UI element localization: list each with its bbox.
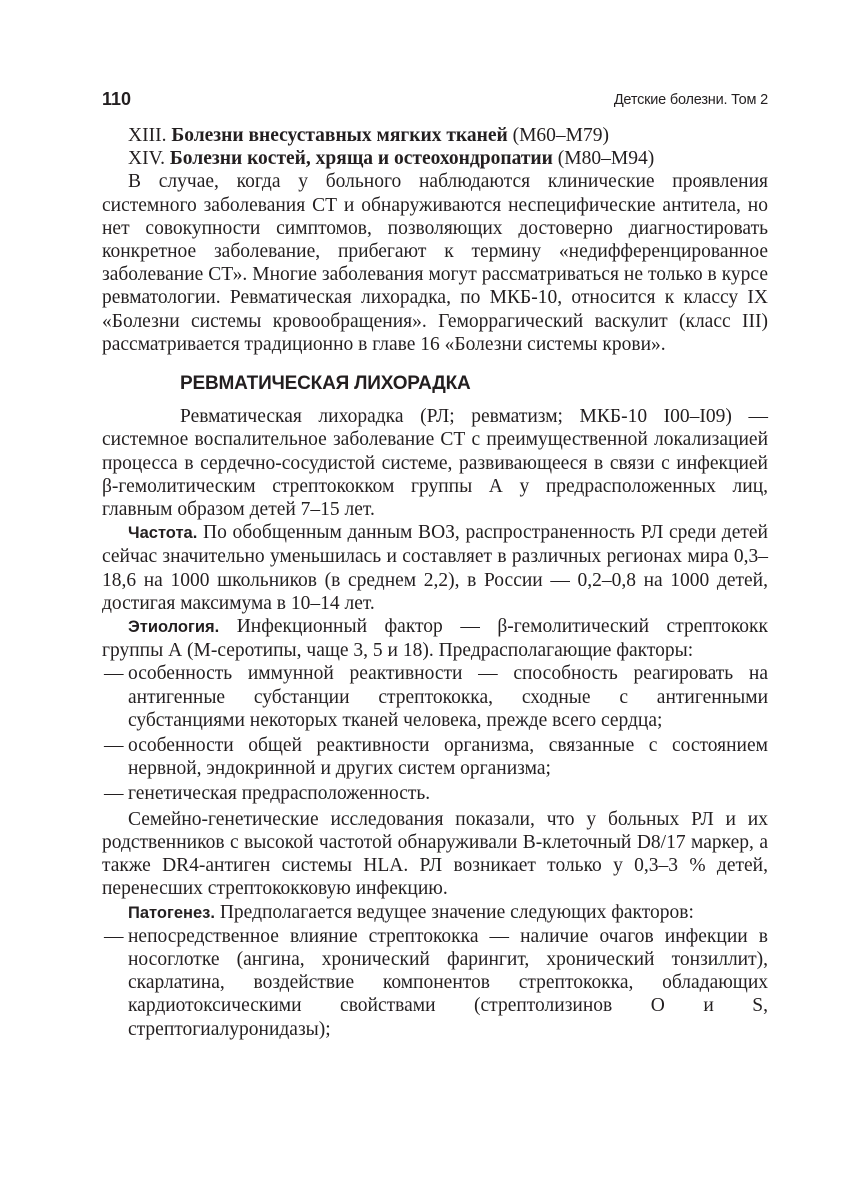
etiology-label: Этиология. bbox=[128, 618, 220, 637]
list-item bbox=[102, 782, 768, 805]
class-line-xiv bbox=[102, 147, 768, 170]
dash-bullet: — bbox=[104, 735, 124, 757]
list-item-text: генетическая предрасположенность. bbox=[128, 783, 431, 805]
class-numeral: XIV. bbox=[128, 148, 166, 170]
pathogenesis-text: Предполагается ведущее значение следующих факторов: bbox=[219, 901, 694, 923]
dash-bullet: — bbox=[104, 925, 124, 947]
running-head bbox=[102, 88, 768, 114]
class-numeral: XIII. bbox=[128, 125, 167, 146]
book-title: Детские болезни. Том 2 bbox=[613, 92, 768, 108]
etiology-text: Инфекционный фактор — β-гемолитический стрептококк группы А (М-серотипы, чаще 3, 5 и 18). Предрасполагающие факторы: bbox=[102, 616, 769, 662]
class-name: Болезни внесуставных мягких тканей bbox=[171, 125, 508, 146]
list-item bbox=[102, 925, 768, 1041]
pathogenesis-factor-list bbox=[102, 925, 768, 1041]
list-item bbox=[102, 734, 768, 780]
etiology-factor-list bbox=[102, 662, 768, 805]
pathogenesis-label: Патогенез. bbox=[128, 903, 215, 922]
page-number: 110 bbox=[102, 89, 132, 109]
class-name: Болезни костей, хряща и остеохондропатии bbox=[169, 148, 553, 170]
dash-bullet: — bbox=[104, 663, 124, 685]
pathogenesis-paragraph bbox=[102, 901, 768, 925]
class-line-xiii bbox=[102, 124, 768, 147]
frequency-text: По обобщенным данным ВОЗ, распространенность РЛ среди детей сейчас значительно уменьшилась и составляет в различных регионах мира 0,3–18,6 на 1000 школьников (в среднем 2,2), в России — 0,2–0,8 на 1000 детей, достигая максимума в 10–14 лет. bbox=[102, 522, 768, 614]
definition-paragraph: Ревматическая лихорадка (РЛ; ревматизм; МКБ-10 I00–I09) — системное воспалительное заболевание СТ с преимущественной локализацией процесса в сердечно-сосудистой системе, развивающееся в связи с инфекцией β-гемолитическим стрептококком группы А у предрасположенных лиц, главным образом детей 7–15 лет. bbox=[102, 406, 768, 521]
section-heading: РЕВМАТИЧЕСКАЯ ЛИХОРАДКА bbox=[180, 373, 471, 395]
list-item-text: непосредственное влияние стрептококка — наличие очагов инфекции в носоглотке (ангина, хронический фарингит, хронический тонзиллит), скарлатина, воздействие компонентов стрептококка, обладающих кардиотоксическими свойствами (стрептолизинов О и S, стрептогиалуронидазы); bbox=[128, 925, 768, 1040]
class-codes: (M60–M79) bbox=[512, 125, 610, 146]
dash-bullet: — bbox=[104, 783, 124, 805]
page-body bbox=[102, 124, 768, 1043]
genetics-paragraph: Семейно-генетические исследования показали, что у больных РЛ и их родственников с высокой частотой обнаруживали В-клеточный D8/17 маркер, а также DR4-антиген системы HLA. РЛ возникает только у 0,3–3 % детей, перенесших стрептококковую инфекцию. bbox=[102, 808, 768, 900]
list-item-text: особенности общей реактивности организма, связанные с состоянием нервной, эндокринной и других систем организма; bbox=[128, 735, 768, 780]
list-item bbox=[102, 662, 768, 732]
etiology-paragraph bbox=[102, 615, 768, 662]
list-item-text: особенность иммунной реактивности — способность реагировать на антигенные субстанции стрептококка, сходные с антигенными субстанциями некоторых тканей человека, прежде всего сердца; bbox=[128, 663, 768, 731]
frequency-label: Частота. bbox=[128, 524, 198, 543]
intro-paragraph: В случае, когда у больного наблюдаются клинические проявления системного заболевания СТ и обнаруживаются неспецифические антитела, но нет совокупности симптомов, позволяющих достоверно диагностировать конкретное заболевание, прибегают к термину «недифференцированное заболевание СТ». Многие заболевания могут рассматриваться не только в курсе ревматологии. Ревматическая лихорадка, по МКБ-10, относится к классу IX «Болезни системы кровообращения». Геморрагический васкулит (класс III) рассматривается традиционно в главе 16 «Болезни системы крови». bbox=[102, 171, 768, 355]
frequency-paragraph bbox=[102, 521, 768, 615]
class-codes: (M80–M94) bbox=[557, 148, 655, 170]
